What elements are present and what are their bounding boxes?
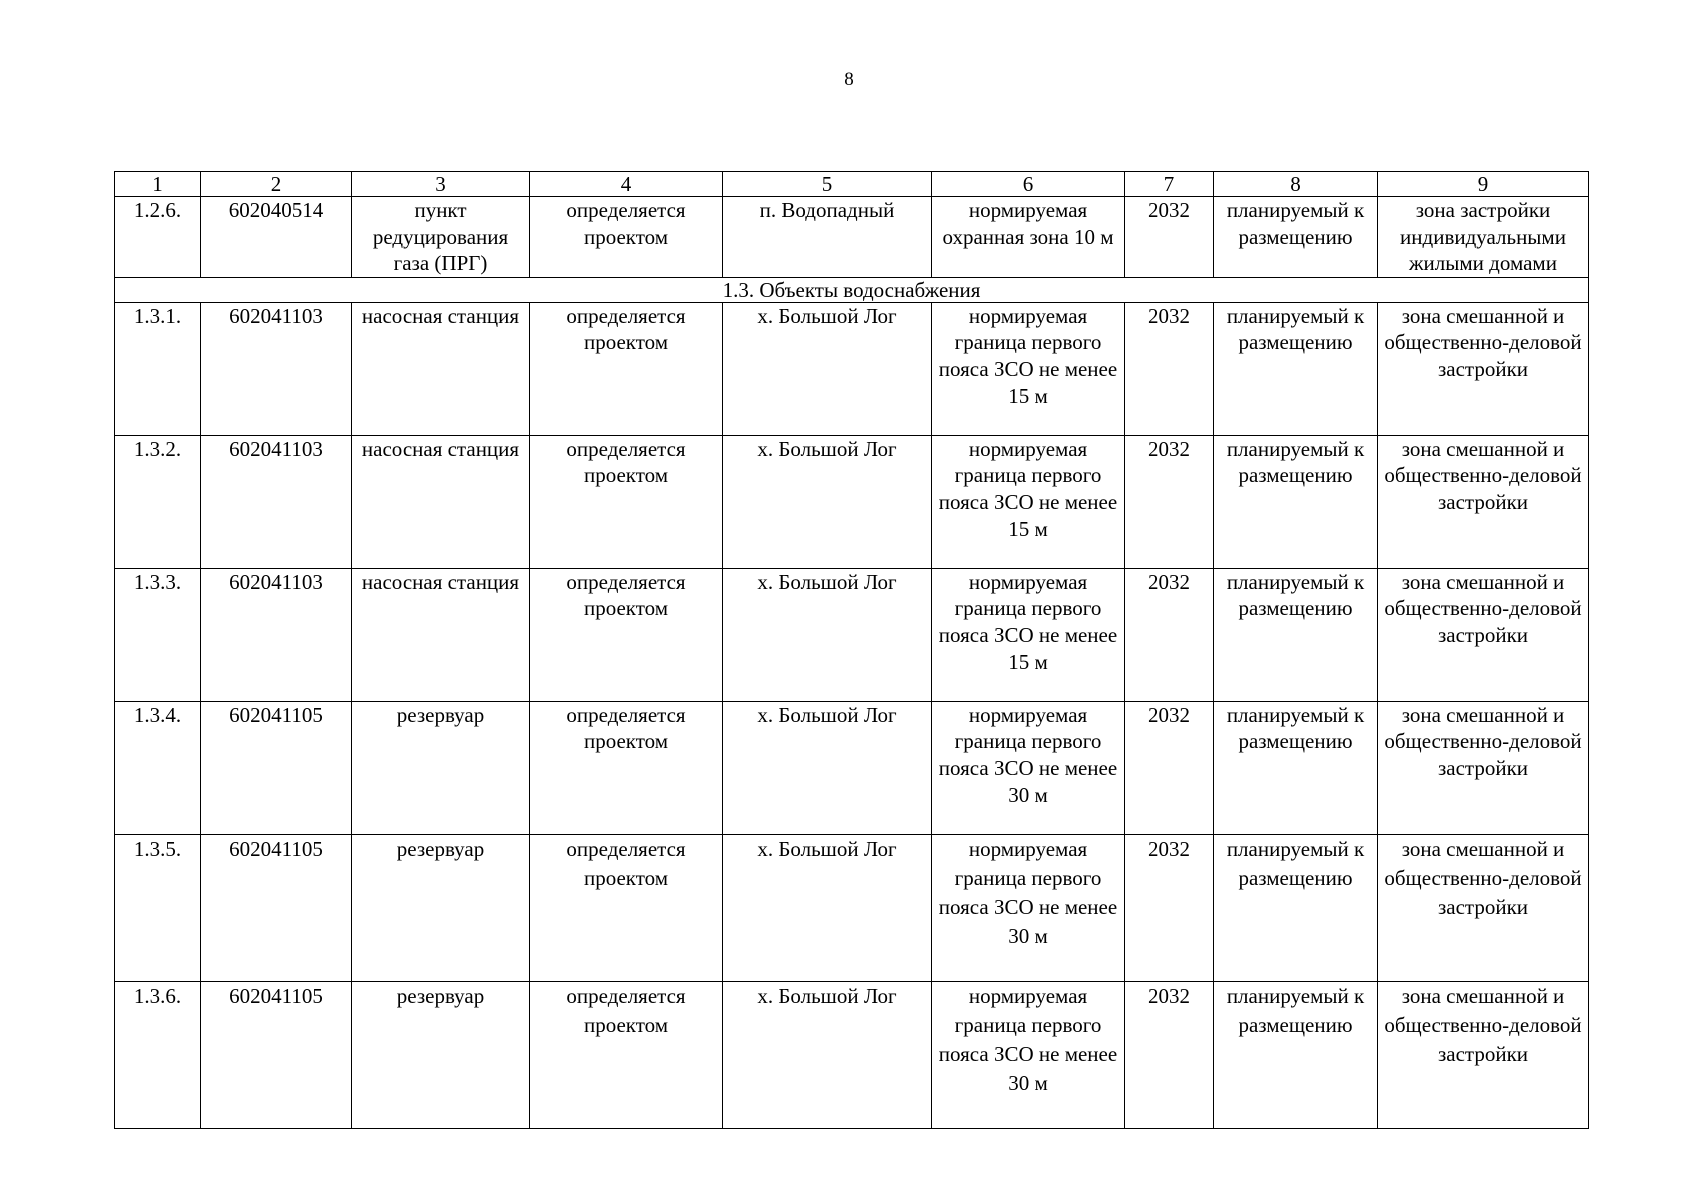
object-capacity: определяется проектом — [530, 435, 723, 568]
object-status: планируемый к размещению — [1214, 834, 1378, 981]
object-code: 602040514 — [201, 197, 352, 278]
functional-zone: зона смешанной и общественно-деловой застройки — [1378, 834, 1589, 981]
object-name: пункт редуцирования газа (ПРГ) — [352, 197, 530, 278]
functional-zone: зона смешанной и общественно-деловой застройки — [1378, 568, 1589, 701]
objects-table — [114, 171, 1589, 1129]
item-number: 1.3.4. — [115, 701, 201, 834]
table-row — [115, 701, 1589, 834]
object-location: х. Большой Лог — [723, 568, 932, 701]
page-number: 8 — [844, 69, 854, 90]
table-row — [115, 302, 1589, 435]
object-status: планируемый к размещению — [1214, 197, 1378, 278]
column-header: 4 — [530, 172, 723, 197]
table-row — [115, 197, 1589, 278]
restriction-zone: нормируемая граница первого пояса ЗСО не менее 15 м — [932, 435, 1125, 568]
column-header: 2 — [201, 172, 352, 197]
object-location: х. Большой Лог — [723, 302, 932, 435]
object-name: резервуар — [352, 981, 530, 1128]
target-year: 2032 — [1125, 568, 1214, 701]
target-year: 2032 — [1125, 701, 1214, 834]
object-capacity: определяется проектом — [530, 197, 723, 278]
table-row — [115, 834, 1589, 981]
object-status: планируемый к размещению — [1214, 701, 1378, 834]
object-status: планируемый к размещению — [1214, 435, 1378, 568]
target-year: 2032 — [1125, 981, 1214, 1128]
object-status: планируемый к размещению — [1214, 302, 1378, 435]
item-number: 1.3.1. — [115, 302, 201, 435]
restriction-zone: нормируемая граница первого пояса ЗСО не менее 30 м — [932, 701, 1125, 834]
target-year: 2032 — [1125, 197, 1214, 278]
object-name: резервуар — [352, 701, 530, 834]
section-row — [115, 277, 1589, 302]
object-code: 602041105 — [201, 834, 352, 981]
column-header: 9 — [1378, 172, 1589, 197]
column-header: 8 — [1214, 172, 1378, 197]
object-name: насосная станция — [352, 435, 530, 568]
object-location: х. Большой Лог — [723, 435, 932, 568]
functional-zone: зона смешанной и общественно-деловой застройки — [1378, 981, 1589, 1128]
column-number-row — [115, 172, 1589, 197]
functional-zone: зона смешанной и общественно-деловой застройки — [1378, 302, 1589, 435]
functional-zone: зона смешанной и общественно-деловой застройки — [1378, 701, 1589, 834]
column-header: 7 — [1125, 172, 1214, 197]
column-header: 5 — [723, 172, 932, 197]
object-location: х. Большой Лог — [723, 701, 932, 834]
object-code: 602041103 — [201, 302, 352, 435]
section-title: 1.3. Объекты водоснабжения — [115, 277, 1589, 302]
item-number: 1.3.2. — [115, 435, 201, 568]
table-row — [115, 568, 1589, 701]
target-year: 2032 — [1125, 435, 1214, 568]
item-number: 1.3.6. — [115, 981, 201, 1128]
restriction-zone: нормируемая охранная зона 10 м — [932, 197, 1125, 278]
object-location: п. Водопадный — [723, 197, 932, 278]
object-location: х. Большой Лог — [723, 981, 932, 1128]
object-location: х. Большой Лог — [723, 834, 932, 981]
object-capacity: определяется проектом — [530, 701, 723, 834]
table-row — [115, 435, 1589, 568]
object-capacity: определяется проектом — [530, 834, 723, 981]
object-status: планируемый к размещению — [1214, 568, 1378, 701]
restriction-zone: нормируемая граница первого пояса ЗСО не менее 30 м — [932, 981, 1125, 1128]
item-number: 1.2.6. — [115, 197, 201, 278]
column-header: 6 — [932, 172, 1125, 197]
restriction-zone: нормируемая граница первого пояса ЗСО не менее 15 м — [932, 568, 1125, 701]
object-capacity: определяется проектом — [530, 981, 723, 1128]
table-row — [115, 981, 1589, 1128]
item-number: 1.3.3. — [115, 568, 201, 701]
restriction-zone: нормируемая граница первого пояса ЗСО не менее 15 м — [932, 302, 1125, 435]
object-name: резервуар — [352, 834, 530, 981]
object-status: планируемый к размещению — [1214, 981, 1378, 1128]
object-capacity: определяется проектом — [530, 302, 723, 435]
target-year: 2032 — [1125, 834, 1214, 981]
column-header: 1 — [115, 172, 201, 197]
object-code: 602041103 — [201, 568, 352, 701]
object-name: насосная станция — [352, 568, 530, 701]
functional-zone: зона застройки индивидуальными жилыми домами — [1378, 197, 1589, 278]
object-code: 602041105 — [201, 981, 352, 1128]
object-code: 602041103 — [201, 435, 352, 568]
column-header: 3 — [352, 172, 530, 197]
functional-zone: зона смешанной и общественно-деловой застройки — [1378, 435, 1589, 568]
object-capacity: определяется проектом — [530, 568, 723, 701]
item-number: 1.3.5. — [115, 834, 201, 981]
object-name: насосная станция — [352, 302, 530, 435]
object-code: 602041105 — [201, 701, 352, 834]
restriction-zone: нормируемая граница первого пояса ЗСО не менее 30 м — [932, 834, 1125, 981]
target-year: 2032 — [1125, 302, 1214, 435]
